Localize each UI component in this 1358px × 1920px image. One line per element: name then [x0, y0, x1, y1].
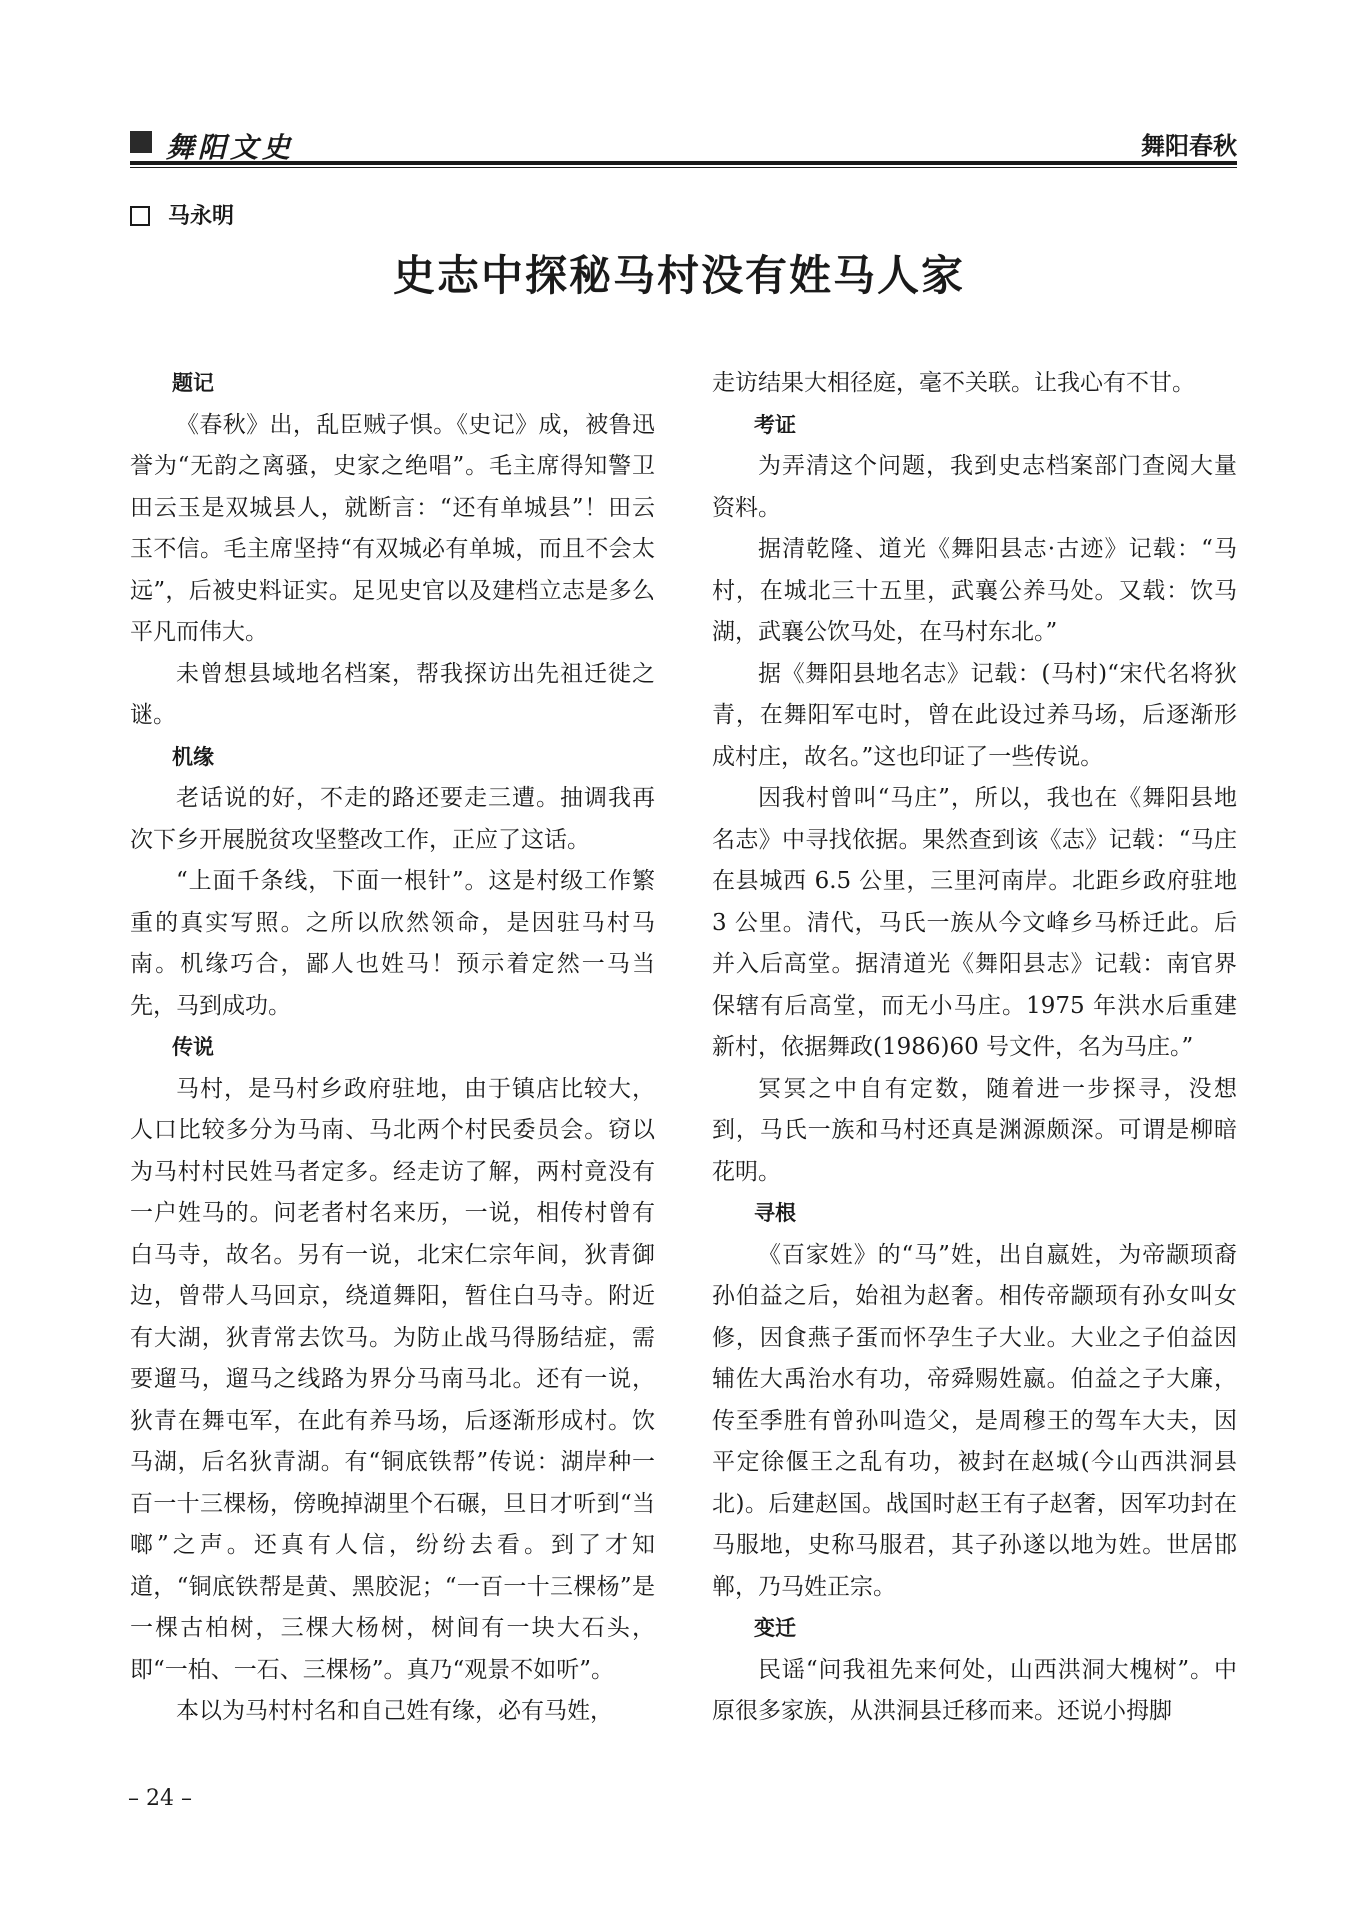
- paragraph: 民谣“问我祖先来何处，山西洪洞大槐树”。中原很多家族，从洪洞县迁移而来。还说小拇脚: [712, 1656, 1237, 1724]
- right-column: [712, 363, 1237, 1733]
- section-heading: 机缘: [172, 744, 214, 769]
- paragraph: 《百家姓》的“马”姓，出自嬴姓，为帝颛顼裔孙伯益之后，始祖为赵奢。相传帝颛顼有孙女叫女修，因食燕子蛋而怀孕生子大业。大业之子伯益因辅佐大禹治水有功，帝舜赐姓嬴。伯益之子大廉，传至季胜有曾孙叫造父，是周穆王的驾车大夫，因平定徐偃王之乱有功，被封在赵城(今山西洪洞县北)。后建赵国。战国时赵王有子赵奢，因军功封在马服地，史称马服君，其子孙遂以地为姓。世居邯郸，乃马姓正宗。: [712, 1241, 1237, 1600]
- paragraph: 据清乾隆、道光《舞阳县志·古迹》记载：“马村，在城北三十五里，武襄公养马处。又载：饮马湖，武襄公饮马处，在马村东北。”: [712, 536, 1237, 645]
- paragraph: 本以为马村村名和自己姓有缘，必有马姓，: [176, 1698, 613, 1724]
- header-square-mark: [130, 131, 152, 153]
- article-title: 史志中探秘马村没有姓马人家: [392, 251, 965, 300]
- section-heading: 寻根: [754, 1201, 796, 1225]
- running-header: [130, 128, 1237, 164]
- paragraph: 未曾想县域地名档案，帮我探访出先祖迁徙之谜。: [130, 660, 655, 728]
- paragraph: 马村，是马村乡政府驻地，由于镇店比较大，人口比较多分为马南、马北两个村民委员会。窃以为马村村民姓马者定多。经走访了解，两村竟没有一户姓马的。问老者村名来历，一说，相传村曾有白马寺，故名。另有一说，北宋仁宗年间，狄青御边，曾带人马回京，绕道舞阳，暂住白马寺。附近有大湖，狄青常去饮马。为防止战马得肠结症，需要遛马，遛马之线路为界分马南马北。还有一说，狄青在舞屯军，在此有养马场，后逐渐形成村。饮马湖，后名狄青湖。有“铜底铁帮”传说：湖岸种一百一十三棵杨，傍晚掉湖里个石碾，旦日才听到“当啷”之声。还真有人信，纷纷去看。到了才知道，“铜底铁帮是黄、黑胶泥；“一百一十三棵杨”是一棵古柏树，三棵大杨树，树间有一块大石头，即“一柏、一石、三棵杨”。真乃“观景不如听”。: [130, 1075, 655, 1683]
- paragraph: 冥冥之中自有定数，随着进一步探寻，没想到，马氏一族和马村还真是渊源颇深。可谓是柳暗花明。: [712, 1075, 1237, 1185]
- author-line: [130, 199, 235, 229]
- paragraph: 为弄清这个问题，我到史志档案部门查阅大量资料。: [712, 453, 1237, 521]
- section-name: 舞阳春秋: [1141, 132, 1237, 160]
- paragraph: “上面千条线，下面一根针”。这是村级工作繁重的真实写照。之所以欣然领命，是因驻马村马南。机缘巧合，鄙人也姓马！预示着定然一马当先，马到成功。: [130, 868, 655, 1019]
- section-heading: 传说: [172, 1035, 214, 1059]
- author-box-mark: [130, 206, 150, 226]
- paragraph: 据《舞阳县地名志》记载：(马村)“宋代名将狄青，在舞阳军屯时，曾在此设过养马场，后逐渐形成村庄，故名。”这也印证了一些传说。: [712, 660, 1237, 770]
- paragraph: 走访结果大相径庭，毫不关联。让我心有不甘。: [712, 370, 1195, 396]
- author-name: 马永明: [168, 204, 235, 229]
- journal-brand: 舞阳文史: [166, 131, 295, 164]
- section-heading: 变迁: [754, 1616, 796, 1640]
- header-rule: [130, 161, 1237, 168]
- section-heading: 题记: [172, 371, 214, 395]
- left-column: [130, 363, 655, 1733]
- section-heading: 考证: [754, 412, 796, 437]
- paragraph: 因我村曾叫“马庄”，所以，我也在《舞阳县地名志》中寻找依据。果然查到该《志》记载：“马庄在县城西 6.5 公里，三里河南岸。北距乡政府驻地 3 公里。清代，马氏一族从今文峰乡马桥迁此。后并入后高堂。据清道光《舞阳县志》记载：南官界保辖有后高堂，而无小马庄。1975 年洪水后重建新村，依据舞政(1986)60 号文件，名为马庄。”: [712, 785, 1237, 1060]
- paragraph: 老话说的好，不走的路还要走三遭。抽调我再次下乡开展脱贫攻坚整改工作，正应了这话。: [130, 785, 655, 853]
- paragraph: 《春秋》出，乱臣贼子惧。《史记》成，被鲁迅誉为“无韵之离骚，史家之绝唱”。毛主席得知警卫田云玉是双城县人，就断言：“还有单城县”！田云玉不信。毛主席坚持“有双城必有单城，而且不会太远”，后被史料证实。足见史官以及建档立志是多么平凡而伟大。: [130, 411, 655, 645]
- page-number: – 24 –: [128, 1786, 192, 1811]
